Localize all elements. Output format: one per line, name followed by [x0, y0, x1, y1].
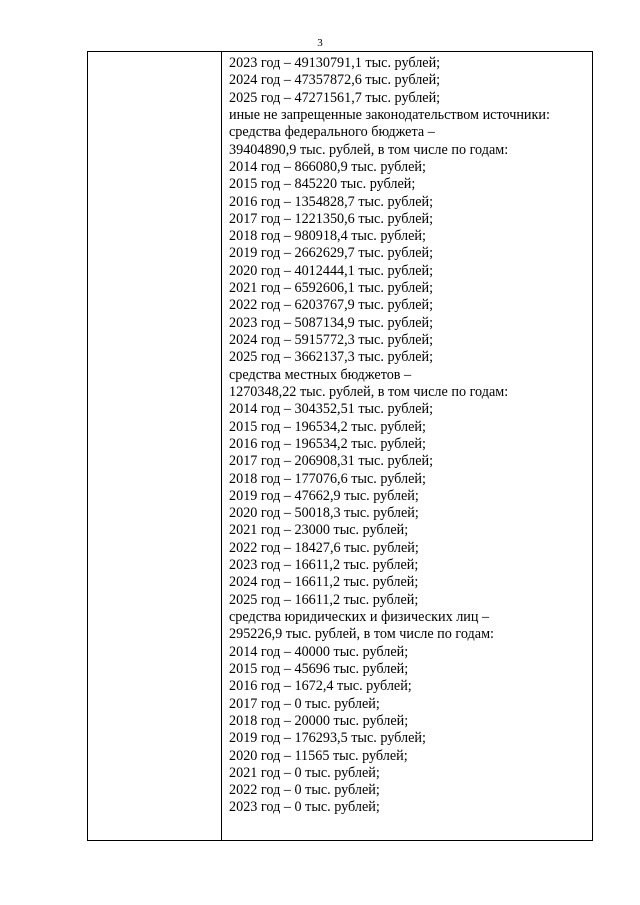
- text-line: 2017 год – 206908,31 тыс. рублей;: [229, 453, 434, 470]
- text-line: средства федерального бюджета –: [229, 124, 435, 141]
- text-line: 2014 год – 304352,51 тыс. рублей;: [229, 401, 434, 418]
- text-line: 2023 год – 0 тыс. рублей;: [229, 799, 380, 816]
- text-line: 1270348,22 тыс. рублей, в том числе по годам:: [229, 383, 509, 400]
- page-number: 3: [317, 37, 323, 49]
- text-line: 2019 год – 47662,9 тыс. рублей;: [229, 487, 419, 504]
- text-line: 2016 год – 1354828,7 тыс. рублей;: [229, 193, 434, 210]
- text-line: 295226,9 тыс. рублей, в том числе по годам:: [229, 626, 494, 643]
- text-line: 2018 год – 177076,6 тыс. рублей;: [229, 470, 426, 487]
- text-line: 2019 год – 176293,5 тыс. рублей;: [229, 730, 426, 747]
- text-line: 2024 год – 16611,2 тыс. рублей;: [229, 574, 419, 591]
- text-line: 2025 год – 47271561,7 тыс. рублей;: [229, 89, 441, 106]
- text-line: 2020 год – 4012444,1 тыс. рублей;: [229, 262, 434, 279]
- text-line: 2014 год – 40000 тыс. рублей;: [229, 643, 409, 660]
- text-line: 2021 год – 6592606,1 тыс. рублей;: [229, 280, 434, 297]
- text-line: 2020 год – 11565 тыс. рублей;: [229, 747, 408, 764]
- text-line: 2015 год – 845220 тыс. рублей;: [229, 176, 416, 193]
- text-line: 39404890,9 тыс. рублей, в том числе по годам:: [229, 141, 509, 158]
- table-content-cell: [222, 52, 592, 840]
- text-line: 2020 год – 50018,3 тыс. рублей;: [229, 505, 419, 522]
- text-line: 2021 год – 23000 тыс. рублей;: [229, 522, 409, 539]
- text-line: 2022 год – 0 тыс. рублей;: [229, 782, 380, 799]
- text-line: 2014 год – 866080,9 тыс. рублей;: [229, 158, 426, 175]
- table-label-cell: [88, 52, 222, 840]
- text-line: 2017 год – 0 тыс. рублей;: [229, 695, 380, 712]
- text-line: 2022 год – 18427,6 тыс. рублей;: [229, 539, 419, 556]
- text-line: 2018 год – 20000 тыс. рублей;: [229, 712, 409, 729]
- text-line: 2016 год – 196534,2 тыс. рублей;: [229, 435, 426, 452]
- text-line: средства местных бюджетов –: [229, 366, 412, 383]
- text-line: средства юридических и физических лиц –: [229, 609, 490, 625]
- text-line: 2019 год – 2662629,7 тыс. рублей;: [229, 245, 434, 262]
- text-line: 2023 год – 5087134,9 тыс. рублей;: [229, 314, 434, 331]
- text-line: 2021 год – 0 тыс. рублей;: [229, 764, 380, 781]
- text-line: 2016 год – 1672,4 тыс. рублей;: [229, 678, 412, 695]
- text-line: 2017 год – 1221350,6 тыс. рублей;: [229, 210, 434, 227]
- funding-table: [87, 51, 593, 841]
- text-line: 2023 год – 16611,2 тыс. рублей;: [229, 557, 419, 574]
- text-line: 2025 год – 3662137,3 тыс. рублей;: [229, 349, 434, 366]
- text-line: 2015 год – 196534,2 тыс. рублей;: [229, 418, 426, 435]
- text-line: 2015 год – 45696 тыс. рублей;: [229, 660, 409, 677]
- text-line: 2023 год – 49130791,1 тыс. рублей;: [229, 55, 441, 71]
- text-line: 2018 год – 980918,4 тыс. рублей;: [229, 228, 426, 245]
- text-line: иные не запрещенные законодательством источники:: [229, 106, 550, 123]
- text-line: 2024 год – 5915772,3 тыс. рублей;: [229, 332, 434, 348]
- text-line: 2022 год – 6203767,9 тыс. рублей;: [229, 297, 434, 314]
- text-line: 2024 год – 47357872,6 тыс. рублей;: [229, 72, 441, 89]
- text-line: 2025 год – 16611,2 тыс. рублей;: [229, 591, 419, 608]
